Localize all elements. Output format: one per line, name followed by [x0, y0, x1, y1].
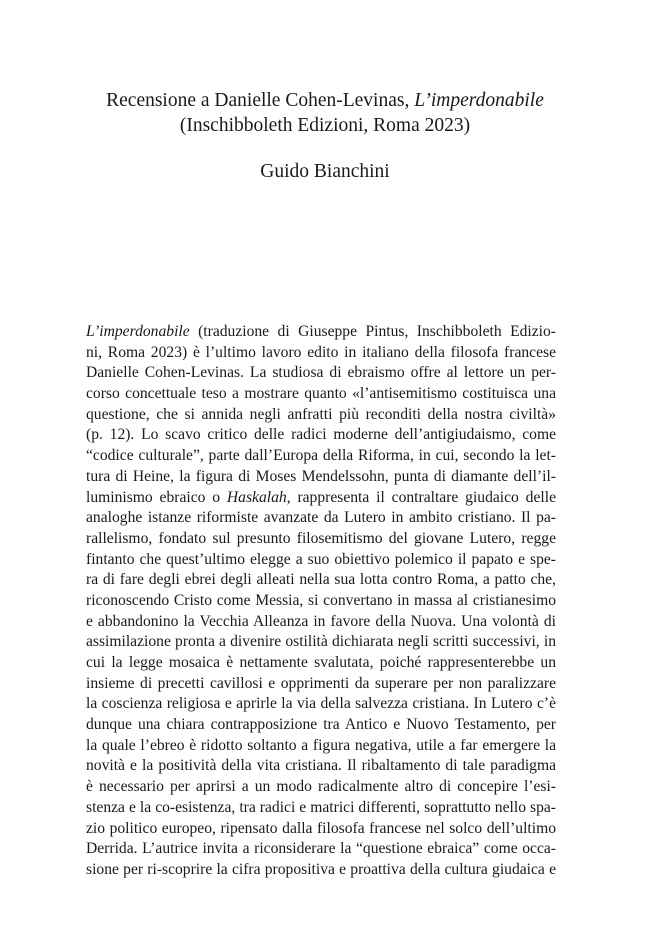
text-segment: rallelismo, fondato sul presunto filosemitismo del giovane Lutero, regge	[86, 529, 556, 547]
text-segment: zio politico europeo, ripensato dalla filosofa francese nel solco dell’ultimo	[86, 819, 556, 837]
text-line	[86, 860, 556, 881]
text-line	[86, 570, 556, 591]
text-segment: corso concettuale teso a mostrare quanto «l’antisemitismo costituisca una	[86, 385, 556, 403]
text-segment: stenza e la co-esistenza, tra radici e matrici differenti, soprattutto nello spa-	[86, 798, 556, 816]
text-segment: (p. 12). Lo scavo critico delle radici moderne dell’antigiudaismo, come	[86, 426, 556, 444]
text-line	[86, 591, 556, 612]
text-line	[86, 694, 556, 715]
review-title-prefix: Recensione a Danielle Cohen-Levinas,	[106, 90, 415, 111]
author-name: Guido Bianchini	[260, 161, 390, 182]
text-segment: fintanto che quest’ultimo elegge a suo obiettivo polemico il papato e spe-	[86, 550, 556, 568]
text-segment: è necessario per aprirsi a un modo radicalmente altro di concepire l’esi-	[86, 778, 556, 796]
text-segment: ni, Roma 2023) è l’ultimo lavoro edito in italiano della filosofa francese	[86, 343, 556, 361]
text-segment: riconoscendo Cristo come Messia, si convertano in massa al cristianesimo	[86, 591, 556, 609]
text-line	[86, 674, 556, 695]
text-segment: questione, che si annida negli anfratti più reconditi della nostra civiltà»	[86, 405, 556, 423]
text-segment: ra di fare degli ebrei degli alleati nella sua lotta contro Roma, a patto che,	[86, 571, 556, 589]
text-segment: luminismo ebraico o	[86, 488, 227, 506]
text-segment: “codice culturale”, parte dall’Europa della Riforma, in cui, secondo la let-	[86, 447, 556, 465]
text-segment: insieme di precetti cavillosi e opprimenti da superare per non paralizzare	[86, 674, 556, 692]
text-line	[86, 343, 556, 364]
text-line	[86, 819, 556, 840]
review-title	[0, 88, 650, 113]
text-line	[86, 529, 556, 550]
text-segment: Derrida. L’autrice invita a riconsiderare la “questione ebraica” come occa-	[86, 840, 556, 858]
review-title-book: L’imperdonabile	[414, 90, 544, 111]
italic-term: L’imperdonabile	[86, 323, 190, 340]
text-segment: dunque una chiara contrapposizione tra Antico e Nuovo Testamento, per	[86, 716, 556, 734]
text-line	[86, 363, 556, 384]
body-paragraph	[86, 322, 556, 881]
italic-term: Haskalah	[226, 488, 287, 506]
text-line	[86, 405, 556, 426]
text-line	[86, 550, 556, 571]
text-segment: tura di Heine, la figura di Moses Mendelssohn, punta di diamante dell’il-	[86, 467, 556, 485]
text-line	[86, 446, 556, 467]
text-line	[86, 798, 556, 819]
text-line	[86, 653, 556, 674]
text-segment: Danielle Cohen-Levinas. La studiosa di ebraismo offre al lettore un per-	[86, 364, 556, 382]
text-line	[86, 736, 556, 757]
text-segment: , rappresenta il contraltare giudaico delle	[286, 488, 556, 506]
text-segment: analoghe istanze riformiste avanzate da Lutero in ambito cristiano. Il pa-	[86, 509, 556, 527]
review-title-publisher: (Inschibboleth Edizioni, Roma 2023)	[179, 115, 471, 136]
text-line	[86, 322, 556, 343]
text-segment: e abbandonino la Vecchia Alleanza in favore della Nuova. Una volontà di	[86, 612, 556, 630]
text-segment: la coscienza religiosa e aprirle la via della salvezza cristiana. In Lutero c’è	[86, 695, 556, 713]
text-line	[86, 467, 556, 488]
text-line	[86, 756, 556, 777]
text-line	[86, 425, 556, 446]
text-segment: assimilazione pronta a divenire ostilità dichiarata negli scritti successivi, in	[86, 633, 556, 651]
article-header	[0, 88, 650, 184]
text-line	[86, 632, 556, 653]
text-line	[86, 508, 556, 529]
text-segment: (traduzione di Giuseppe Pintus, Inschibboleth Edizio-	[189, 323, 556, 340]
text-segment: cui la legge mosaica è nettamente svalutata, poiché rappresenterebbe un	[86, 654, 556, 671]
text-segment: novità e la positività della vita cristiana. Il ribaltamento di tale paradigma	[86, 757, 556, 775]
text-line	[86, 839, 556, 860]
text-segment: sione per ri-scoprire la cifra propositiva e proattiva della cultura giudaica e	[86, 860, 556, 878]
text-line	[86, 488, 556, 509]
text-line	[86, 777, 556, 798]
text-line	[86, 384, 556, 405]
text-segment: la quale l’ebreo è ridotto soltanto a figura negativa, utile a far emergere la	[86, 736, 556, 754]
text-line	[86, 612, 556, 633]
text-line	[86, 715, 556, 736]
